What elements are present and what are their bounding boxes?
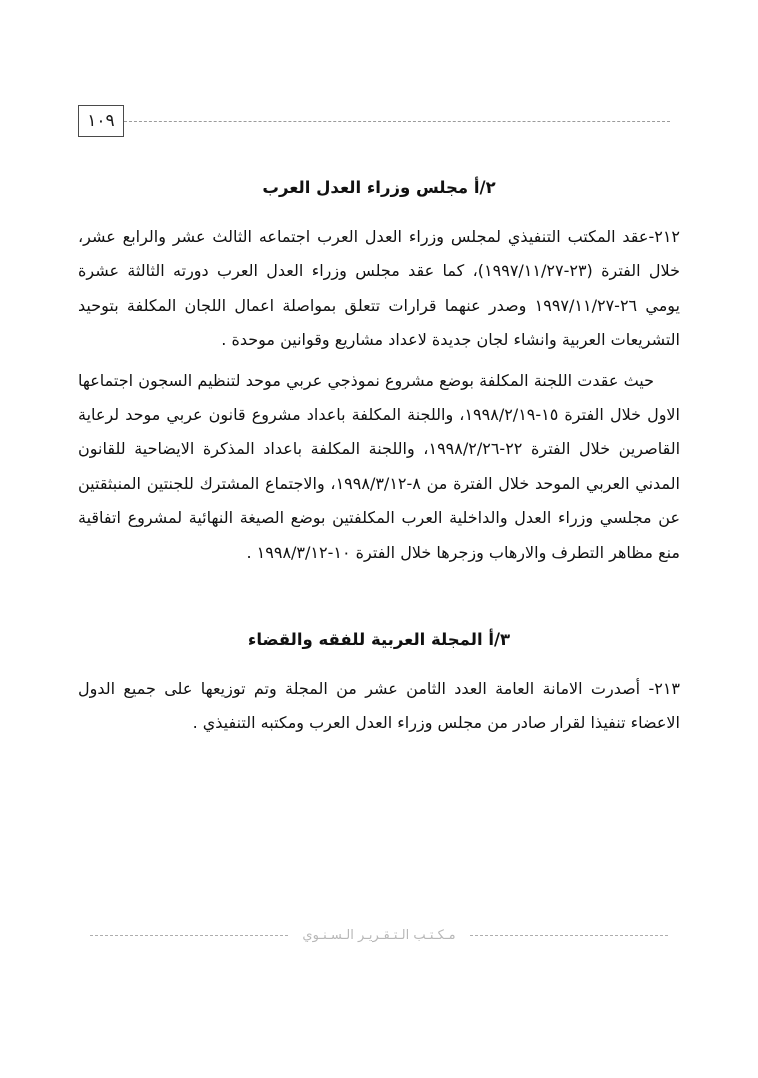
section-spacer bbox=[78, 576, 680, 610]
document-body bbox=[78, 160, 680, 747]
paragraph-213: ٢١٣- أصدرت الامانة العامة العدد الثامن عشر من المجلة وتم توزيعها على جميع الدول الاعضاء تنفيذا لقرار صادر من مجلس وزراء العدل العرب ومكتبه التنفيذي . bbox=[78, 679, 680, 733]
footer-divider-left bbox=[470, 935, 668, 936]
paragraph-212-continued: حيث عقدت اللجنة المكلفة بوضع مشروع نموذجي عربي موحد لتنظيم السجون اجتماعها الاول خلال الفترة ١٥-١٩٩٨/٢/١٩، واللجنة المكلفة باعداد مشروع قانون عربي موحد لرعاية القاصرين خلال الفترة ٢٢-١٩٩٨/٢/٢٦، واللجنة المكلفة باعداد المذكرة الايضاحية للقانون المدني العربي الموحد خلال الفترة من ٨-١٩٩٨/٣/١٢، والاجتماع المشترك للجنتين المنبثقتين عن مجلسي وزراء العدل والداخلية العرب المكلفتين بوضع الصيغة النهائية لمشروع اتفاقية منع مظاهر التطرف والارهاب وزجرها خلال الفترة ١٠-١٩٩٨/٣/١٢ . bbox=[78, 370, 681, 562]
footer-watermark: مـكـتـب الـتـقـريـر الـسـنـوي bbox=[302, 927, 456, 943]
paragraph-212: ٢١٢-عقد المكتب التنفيذي لمجلس وزراء العدل العرب اجتماعه الثالث عشر والرابع عشر، خلال الفترة (٢٣-١٩٩٧/١١/٢٧)، كما عقد مجلس وزراء العدل العرب دورته الثالثة عشرة يومي ٢٦-١٩٩٧/١١/٢٧ وصدر عنهما قرارات تتعلق بمواصلة اعمال اللجان المكلفة بتوحيد التشريعات العربية وانشاء لجان جديدة لاعداد مشاريع وقوانين موحدة . bbox=[78, 227, 681, 350]
section-heading-journal: ٣/أ المجلة العربية للفقه والقضاء bbox=[247, 629, 511, 649]
page-number: ١٠٩ bbox=[78, 105, 124, 137]
page-header bbox=[78, 104, 680, 138]
header-divider bbox=[124, 121, 670, 122]
footer-divider-right bbox=[90, 935, 288, 936]
page-footer bbox=[90, 920, 668, 950]
section-heading-council: ٢/أ مجلس وزراء العدل العرب bbox=[262, 178, 496, 197]
